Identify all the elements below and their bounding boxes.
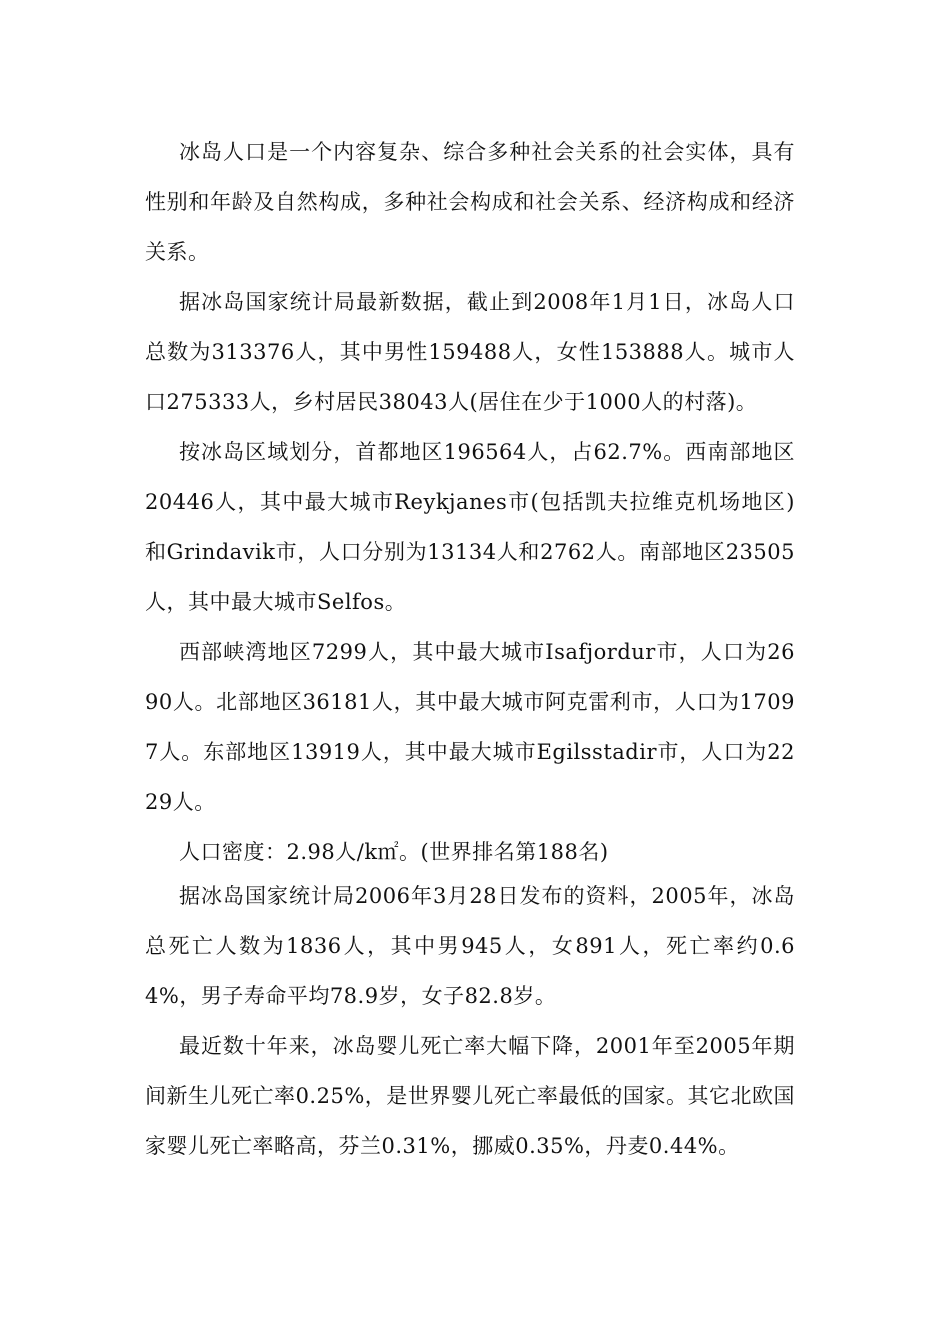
paragraph-regional-cities: 西部峡湾地区7299人，其中最大城市Isafjordur市，人口为2690人。北部地区36181人，其中最大城市阿克雷利市，人口为17097人。东部地区13919人，其中最大城市Egilsstadir市，人口为2229人。 — [145, 640, 795, 814]
paragraph-population-overview: 冰岛人口是一个内容复杂、综合多种社会关系的社会实体，具有性别和年龄及自然构成，多种社会构成和社会关系、经济构成和经济关系。 — [145, 140, 795, 264]
paragraph-population-density: 人口密度：2.98人/k㎡。(世界排名第188名) — [179, 840, 609, 864]
paragraph-regional-division: 按冰岛区域划分，首都地区196564人，占62.7%。西南部地区20446人，其中最大城市Reykjanes市(包括凯夫拉维克机场地区)和Grindavik市，人口分别为13134人和2762人。南部地区23505人，其中最大城市Selfos。 — [145, 440, 795, 614]
paragraph-mortality: 据冰岛国家统计局2006年3月28日发布的资料，2005年，冰岛总死亡人数为1836人，其中男945人，女891人，死亡率约0.64%，男子寿命平均78.9岁，女子82.8岁。 — [145, 884, 795, 1008]
paragraph-population-total: 据冰岛国家统计局最新数据，截止到2008年1月1日，冰岛人口总数为313376人，其中男性159488人，女性153888人。城市人口275333人，乡村居民38043人(居住在少于1000人的村落)。 — [145, 290, 795, 414]
document-body — [145, 127, 795, 1171]
paragraph-infant-mortality: 最近数十年来，冰岛婴儿死亡率大幅下降，2001年至2005年期间新生儿死亡率0.25%，是世界婴儿死亡率最低的国家。其它北欧国家婴儿死亡率略高，芬兰0.31%，挪威0.35%，丹麦0.44%。 — [145, 1034, 795, 1158]
